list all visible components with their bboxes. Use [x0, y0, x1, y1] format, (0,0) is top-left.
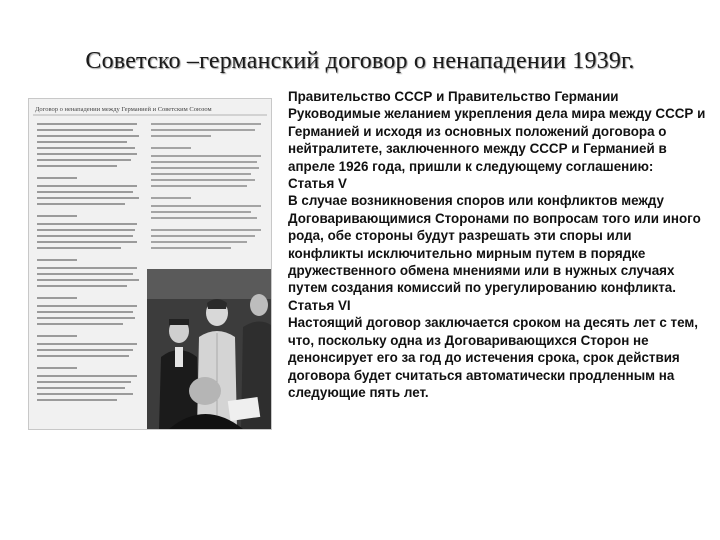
article-5-text: В случае возникновения споров или конфликтов между Договаривающимися Сторонами по вопросам того или иного рода, обе стороны будут разрешать эти споры или конфликты исключительно мирным путем в порядке дружественного обмена мнениями или в нужных случаях путем создания комиссий по урегулированию конфликта.	[288, 193, 701, 296]
article-6-heading: Статья VI	[288, 297, 351, 313]
article-6-text: Настоящий договор заключается сроком на десять лет с тем, что, поскольку одна из Договаривающихся Сторон не денонсирует его за год до истечения срока, срок действия договора будет считаться автоматически продленным на следующие пять лет.	[288, 315, 698, 400]
slide-title: Советско –германский договор о ненападении 1939г.	[85, 48, 635, 74]
article-5-heading: Статья V	[288, 176, 347, 192]
treaty-preamble: Правительство СССР и Правительство Германии Руководимые желанием укрепления дела мира между СССР и Германией и исходя из основных положений договора о нейтралитете, заключенного между СССР и Германией в апреле 1926 года, пришли к следующему соглашению:	[288, 89, 706, 174]
treaty-photo	[28, 98, 272, 430]
treaty-text	[288, 88, 708, 401]
doc-heading: Договор о ненападении между Германией и Советским Союзом	[35, 106, 212, 113]
